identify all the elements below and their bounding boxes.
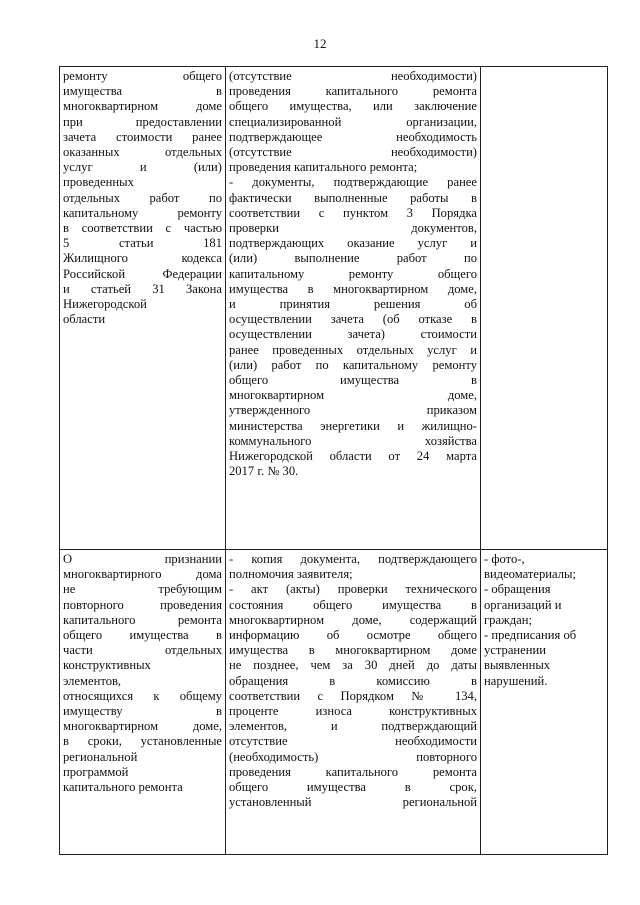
- text-line: подтверждающих оказание услуг и: [229, 236, 477, 251]
- text-line: - документы, подтверждающие ранее: [229, 175, 477, 190]
- text-line: организаций и: [484, 597, 562, 612]
- text-line: Российской Федерации: [63, 266, 222, 281]
- row-2-subject-cell: [60, 550, 226, 855]
- text-line: многоквартирном доме, содержащий: [229, 612, 477, 627]
- text-line: установленный региональной: [229, 795, 477, 810]
- text-line: многоквартирном доме: [63, 99, 222, 114]
- text-line: зачета стоимости ранее: [63, 129, 222, 144]
- text-line: конструктивных: [63, 658, 151, 673]
- text-line: не требующим: [63, 582, 222, 597]
- text-line: Нижегородской области от 24 марта: [229, 449, 477, 464]
- text-line: ремонту общего: [63, 69, 222, 83]
- text-line: имущества в многоквартирном доме: [229, 643, 477, 658]
- text-line: подтверждающее необходимость: [229, 129, 477, 144]
- text-line: специализированной организации,: [229, 114, 477, 129]
- text-line: повторного проведения: [63, 597, 222, 612]
- text-line: министерства энергетики и жилищно-: [229, 418, 477, 433]
- procedure-table: [59, 66, 608, 855]
- text-line: 5 статьи 181: [63, 236, 222, 251]
- text-line: (отсутствие необходимости): [229, 145, 477, 160]
- text-line: осуществлении зачета) стоимости: [229, 327, 477, 342]
- text-line: многоквартирного дома: [63, 567, 222, 582]
- text-line: выявленных: [484, 658, 551, 673]
- text-line: состояния общего имущества в: [229, 597, 477, 612]
- text-line: имущества в: [63, 84, 222, 99]
- text-line: обращения в комиссию в: [229, 673, 477, 688]
- text-line: проверки документов,: [229, 221, 477, 236]
- text-line: относящихся к общему: [63, 688, 222, 703]
- text-line: капитальному ремонту: [63, 205, 222, 220]
- text-line: отдельных работ по: [63, 190, 222, 205]
- text-line: соответствии с пунктом 3 Порядка: [229, 205, 477, 220]
- text-line: многоквартирном доме,: [229, 388, 477, 403]
- text-line: не позднее, чем за 30 дней до даты: [229, 658, 477, 673]
- text-line: отсутствие необходимости: [229, 734, 477, 749]
- text-line: - фото-,: [484, 552, 525, 566]
- text-line: проведения капитального ремонта;: [229, 160, 418, 175]
- text-line: полномочия заявителя;: [229, 567, 353, 582]
- text-line: услуг и (или): [63, 160, 222, 175]
- text-line: общего имущества в: [63, 628, 222, 643]
- text-line: О признании: [63, 552, 222, 566]
- text-line: имуществу в: [63, 704, 222, 719]
- text-line: региональной: [63, 749, 138, 764]
- text-line: (или) работ по капитальному ремонту: [229, 357, 477, 372]
- text-line: при предоставлении: [63, 114, 222, 129]
- text-line: имущества в многоквартирном доме,: [229, 281, 477, 296]
- text-line: Нижегородской: [63, 297, 147, 312]
- text-line: многоквартирном доме,: [63, 719, 222, 734]
- text-line: фактически выполненные работы в: [229, 190, 477, 205]
- text-line: части отдельных: [63, 643, 222, 658]
- text-line: устранении: [484, 643, 546, 658]
- text-line: проценте износа конструктивных: [229, 704, 477, 719]
- text-line: общего имущества в срок,: [229, 780, 477, 795]
- text-line: элементов,: [63, 673, 122, 688]
- text-line: видеоматериалы;: [484, 567, 576, 582]
- text-line: соответствии с Порядком № 134,: [229, 688, 477, 703]
- text-line: проведения капитального ремонта: [229, 84, 477, 99]
- text-line: - предписания об: [484, 628, 577, 643]
- text-line: и статьей 31 Закона: [63, 281, 222, 296]
- text-line: и принятия решения об: [229, 297, 477, 312]
- text-line: области: [63, 312, 106, 327]
- text-line: капитального ремонта: [63, 612, 222, 627]
- text-line: капитального ремонта: [63, 780, 183, 795]
- row-2-materials-cell: [481, 550, 608, 855]
- text-line: проведения капитального ремонта: [229, 764, 477, 779]
- text-line: Жилищного кодекса: [63, 251, 222, 266]
- text-line: осуществлении зачета (об отказе в: [229, 312, 477, 327]
- row-2-documents-cell: [226, 550, 481, 855]
- text-line: (или) выполнение работ по: [229, 251, 477, 266]
- text-line: в сроки, установленные: [63, 734, 222, 749]
- text-line: программой: [63, 764, 129, 779]
- text-line: 2017 г. № 30.: [229, 464, 299, 479]
- text-line: проведенных: [63, 175, 134, 190]
- row-1-subject-cell: [60, 67, 226, 550]
- text-line: - копия документа, подтверждающего: [229, 552, 477, 566]
- text-line: граждан;: [484, 612, 532, 627]
- text-line: в соответствии с частью: [63, 221, 222, 236]
- text-line: нарушений.: [484, 673, 548, 688]
- text-line: ранее проведенных отдельных услуг и: [229, 342, 477, 357]
- table-row: [60, 67, 608, 550]
- text-line: утвержденного приказом: [229, 403, 477, 418]
- row-1-materials-cell: [481, 67, 608, 550]
- text-line: - акт (акты) проверки технического: [229, 582, 477, 597]
- text-line: общего имущества, или заключение: [229, 99, 477, 114]
- text-line: информацию об осмотре общего: [229, 628, 477, 643]
- text-line: капитальному ремонту общего: [229, 266, 477, 281]
- text-line: (отсутствие необходимости): [229, 69, 477, 83]
- text-line: коммунального хозяйства: [229, 433, 477, 448]
- table-row: [60, 550, 608, 855]
- page-number: 12: [313, 36, 327, 51]
- text-line: - обращения: [484, 582, 551, 597]
- row-1-documents-cell: [226, 67, 481, 550]
- text-line: (необходимость) повторного: [229, 749, 477, 764]
- text-line: элементов, и подтверждающий: [229, 719, 477, 734]
- text-line: оказанных отдельных: [63, 145, 222, 160]
- text-line: общего имущества в: [229, 373, 477, 388]
